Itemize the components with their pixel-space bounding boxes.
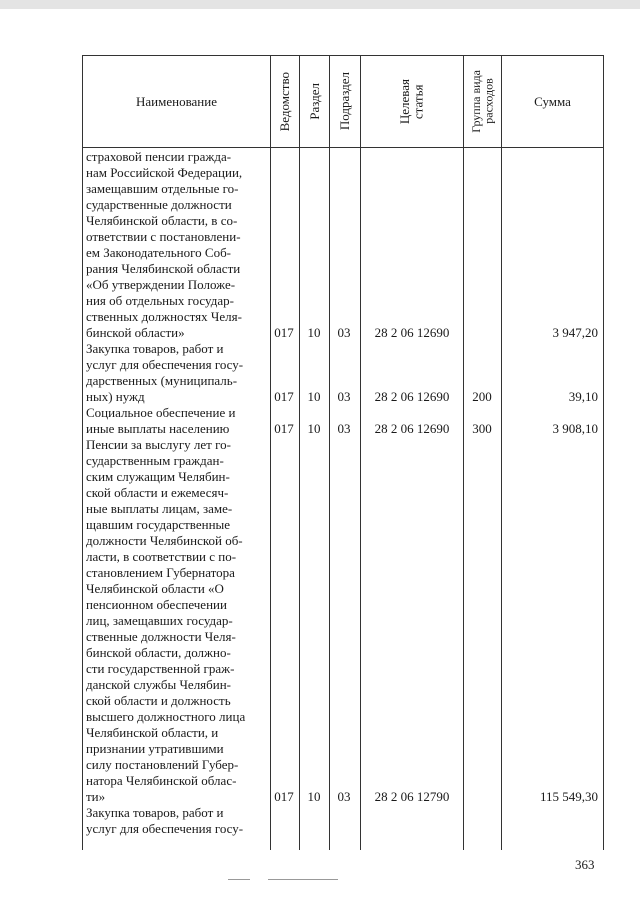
header-summa: Сумма: [534, 93, 571, 109]
row-razdel: 10: [307, 325, 321, 340]
row-celevaya-statya: 28 2 06 12690: [374, 389, 450, 404]
row-vedomstvo: 017: [274, 325, 294, 340]
row-celevaya-statya: 28 2 06 12690: [374, 421, 450, 436]
row-name: страховой пенсии граждa- нам Российской Федерации, замещавшим отдельные го- сударственные должности Челябинской области, в со- ответствии с постановлени- ем Законодательного Соб- рания Челябинской области «Об утверждении Положе- ния об отдельных государ- ственных должностях Челя- бинской области»: [86, 149, 243, 340]
row-summa: 39,10: [568, 389, 598, 404]
table-row: [82, 437, 604, 805]
row-summa: 115 549,30: [539, 789, 598, 804]
scan-mark: [228, 879, 250, 880]
scan-border: [0, 0, 640, 9]
row-name: Социальное обеспечение и иные выплаты населению: [86, 405, 236, 436]
table-row: [82, 149, 604, 341]
row-podrazdel: 03: [337, 389, 351, 404]
row-vedomstvo: 017: [274, 389, 294, 404]
row-razdel: 10: [307, 421, 321, 436]
row-podrazdel: 03: [337, 325, 351, 340]
header-name: Наименование: [136, 93, 217, 109]
header-podrazdel: Подраздел: [337, 72, 353, 131]
header-celevaya-statya: Целевая статья: [397, 78, 426, 125]
row-razdel: 10: [307, 789, 321, 804]
row-vedomstvo: 017: [274, 421, 294, 436]
table-row: [82, 805, 604, 837]
row-podrazdel: 03: [337, 789, 351, 804]
header-bottom-border: [82, 147, 604, 148]
header-razdel: Раздел: [306, 83, 322, 120]
header-gruppa-vida-raskhodov: Группа вида расходов: [468, 70, 496, 133]
row-gruppa: 200: [472, 389, 492, 404]
row-name: Закупка товаров, работ и услуг для обеспечения госу-: [86, 805, 244, 836]
row-name: Пенсии за выслугу лет го- сударственным граждан- ским служащим Челябин- ской области и ежемесяч- ные выплаты лицам, заме- щавшим государственные должности Челябинской об- ласти, в соответствии с по- становлением Губернатора Челябинской области «О пенсионном обеспечении лиц, замещавших государ- ственные должности Челя- бинской области, должно- сти государственной граж- данской службы Челябин- ской области и должность высшего должностного лица Челябинской области, и признании утратившими силу постановлений Губер- натора Челябинской облас- ти»: [86, 437, 246, 804]
row-name: Закупка товаров, работ и услуг для обеспечения госу- дарственных (муниципаль- ных) нужд: [86, 341, 244, 404]
budget-table: [82, 55, 604, 850]
row-celevaya-statya: 28 2 06 12790: [374, 789, 450, 804]
page-number: 363: [575, 857, 595, 872]
row-vedomstvo: 017: [274, 789, 294, 804]
row-summa: 3 947,20: [552, 325, 598, 340]
row-podrazdel: 03: [337, 421, 351, 436]
table-row: [82, 341, 604, 405]
scan-mark: [268, 879, 338, 880]
row-razdel: 10: [307, 389, 321, 404]
row-celevaya-statya: 28 2 06 12690: [374, 325, 450, 340]
row-gruppa: 300: [472, 421, 492, 436]
header-vedomstvo: Ведомство: [277, 71, 293, 132]
table-row: [82, 405, 604, 437]
row-summa: 3 908,10: [552, 421, 598, 436]
